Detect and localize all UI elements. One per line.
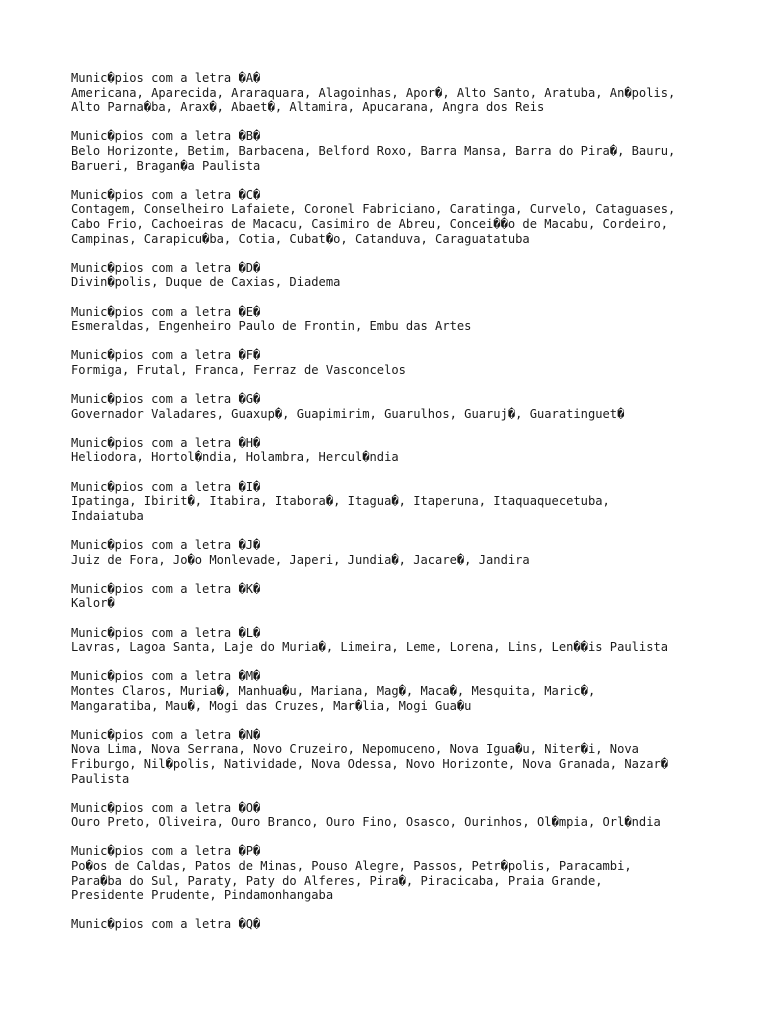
- section-heading: Munic�pios com a letra �P�: [71, 844, 261, 859]
- section-heading: Munic�pios com a letra �K�: [71, 581, 261, 596]
- section-body: Montes Claros, Muria�, Manhua�u, Mariana, Mag�, Maca�, Mesquita, Maric�, Mangaratiba, Mau�, Mogi das Cruzes, Mar�lia, Mogi Gua�u: [71, 683, 596, 713]
- section-body: Esmeraldas, Engenheiro Paulo de Frontin, Embu das Artes: [71, 319, 472, 334]
- section-body: Heliodora, Hortol�ndia, Holambra, Hercul�ndia: [71, 450, 399, 465]
- section-heading: Munic�pios com a letra �J�: [71, 538, 261, 552]
- section-body: Juiz de Fora, Jo�o Monlevade, Japeri, Jundia�, Jacare�, Jandira: [71, 552, 530, 567]
- section-body: Kalor�: [71, 596, 115, 611]
- section-m: [71, 669, 731, 713]
- section-heading: Munic�pios com a letra �O�: [71, 800, 261, 815]
- section-body: Contagem, Conselheiro Lafaiete, Coronel Fabriciano, Caratinga, Curvelo, Cataguases, Cabo Frio, Cachoeiras de Macacu, Casimiro de Abreu, Concei��o de Macabu, Cordeiro, Campinas, Carapicu�ba, Cotia, Cubat�o, Catanduva, Caraguatatuba: [71, 202, 676, 246]
- section-heading: Munic�pios com a letra �C�: [71, 187, 261, 202]
- section-heading: Munic�pios com a letra �Q�: [71, 917, 261, 932]
- section-body: Governador Valadares, Guaxup�, Guapimirim, Guarulhos, Guaruj�, Guaratinguet�: [71, 406, 625, 421]
- section-body: Formiga, Frutal, Franca, Ferraz de Vasconcelos: [71, 362, 406, 377]
- section-c: [71, 188, 731, 246]
- section-d: [71, 261, 731, 290]
- section-heading: Munic�pios com a letra �F�: [71, 348, 261, 363]
- section-o: [71, 801, 731, 830]
- section-j: [71, 538, 731, 567]
- section-f: [71, 348, 731, 377]
- section-l: [71, 626, 731, 655]
- section-heading: Munic�pios com a letra �G�: [71, 392, 261, 407]
- section-a: [71, 71, 731, 115]
- section-body: Americana, Aparecida, Araraquara, Alagoinhas, Apor�, Alto Santo, Aratuba, An�polis, Alto Parna�ba, Arax�, Abaet�, Altamira, Apucarana, Angra dos Reis: [71, 85, 676, 115]
- section-heading: Munic�pios com a letra �L�: [71, 625, 261, 640]
- section-n: [71, 728, 731, 786]
- section-p: [71, 844, 731, 902]
- section-heading: Munic�pios com a letra �H�: [71, 435, 261, 450]
- section-heading: Munic�pios com a letra �M�: [71, 669, 261, 684]
- section-heading: Munic�pios com a letra �I�: [71, 479, 261, 494]
- section-b: [71, 129, 731, 173]
- section-body: Ouro Preto, Oliveira, Ouro Branco, Ouro Fino, Osasco, Ourinhos, Ol�mpia, Orl�ndia: [71, 815, 661, 830]
- section-body: Po�os de Caldas, Patos de Minas, Pouso Alegre, Passos, Petr�polis, Paracambi, Para�ba do Sul, Paraty, Paty do Alferes, Pira�, Piracicaba, Praia Grande, Presidente Prudente, Pindamonhangaba: [71, 859, 632, 903]
- section-heading: Munic�pios com a letra �D�: [71, 260, 261, 275]
- section-k: [71, 582, 731, 611]
- section-e: [71, 305, 731, 334]
- section-heading: Munic�pios com a letra �A�: [71, 71, 261, 85]
- section-body: Belo Horizonte, Betim, Barbacena, Belford Roxo, Barra Mansa, Barra do Pira�, Bauru, Barueri, Bragan�a Paulista: [71, 143, 676, 173]
- section-body: Divin�polis, Duque de Caxias, Diadema: [71, 275, 341, 290]
- section-q: [71, 917, 731, 932]
- section-body: Nova Lima, Nova Serrana, Novo Cruzeiro, Nepomuceno, Nova Igua�u, Niter�i, Nova Friburgo, Nil�polis, Natividade, Nova Odessa, Novo Horizonte, Nova Granada, Nazar� Paulista: [71, 742, 669, 786]
- section-heading: Munic�pios com a letra �N�: [71, 727, 261, 742]
- section-body: Lavras, Lagoa Santa, Laje do Muria�, Limeira, Leme, Lorena, Lins, Len��is Paulista: [71, 640, 669, 655]
- section-heading: Munic�pios com a letra �E�: [71, 304, 261, 319]
- section-body: Ipatinga, Ibirit�, Itabira, Itabora�, Itagua�, Itaperuna, Itaquaquecetuba, Indaiatuba: [71, 494, 610, 523]
- section-i: [71, 480, 731, 524]
- section-g: [71, 392, 731, 421]
- document-page: [71, 71, 731, 947]
- section-h: [71, 436, 731, 465]
- section-heading: Munic�pios com a letra �B�: [71, 129, 261, 144]
